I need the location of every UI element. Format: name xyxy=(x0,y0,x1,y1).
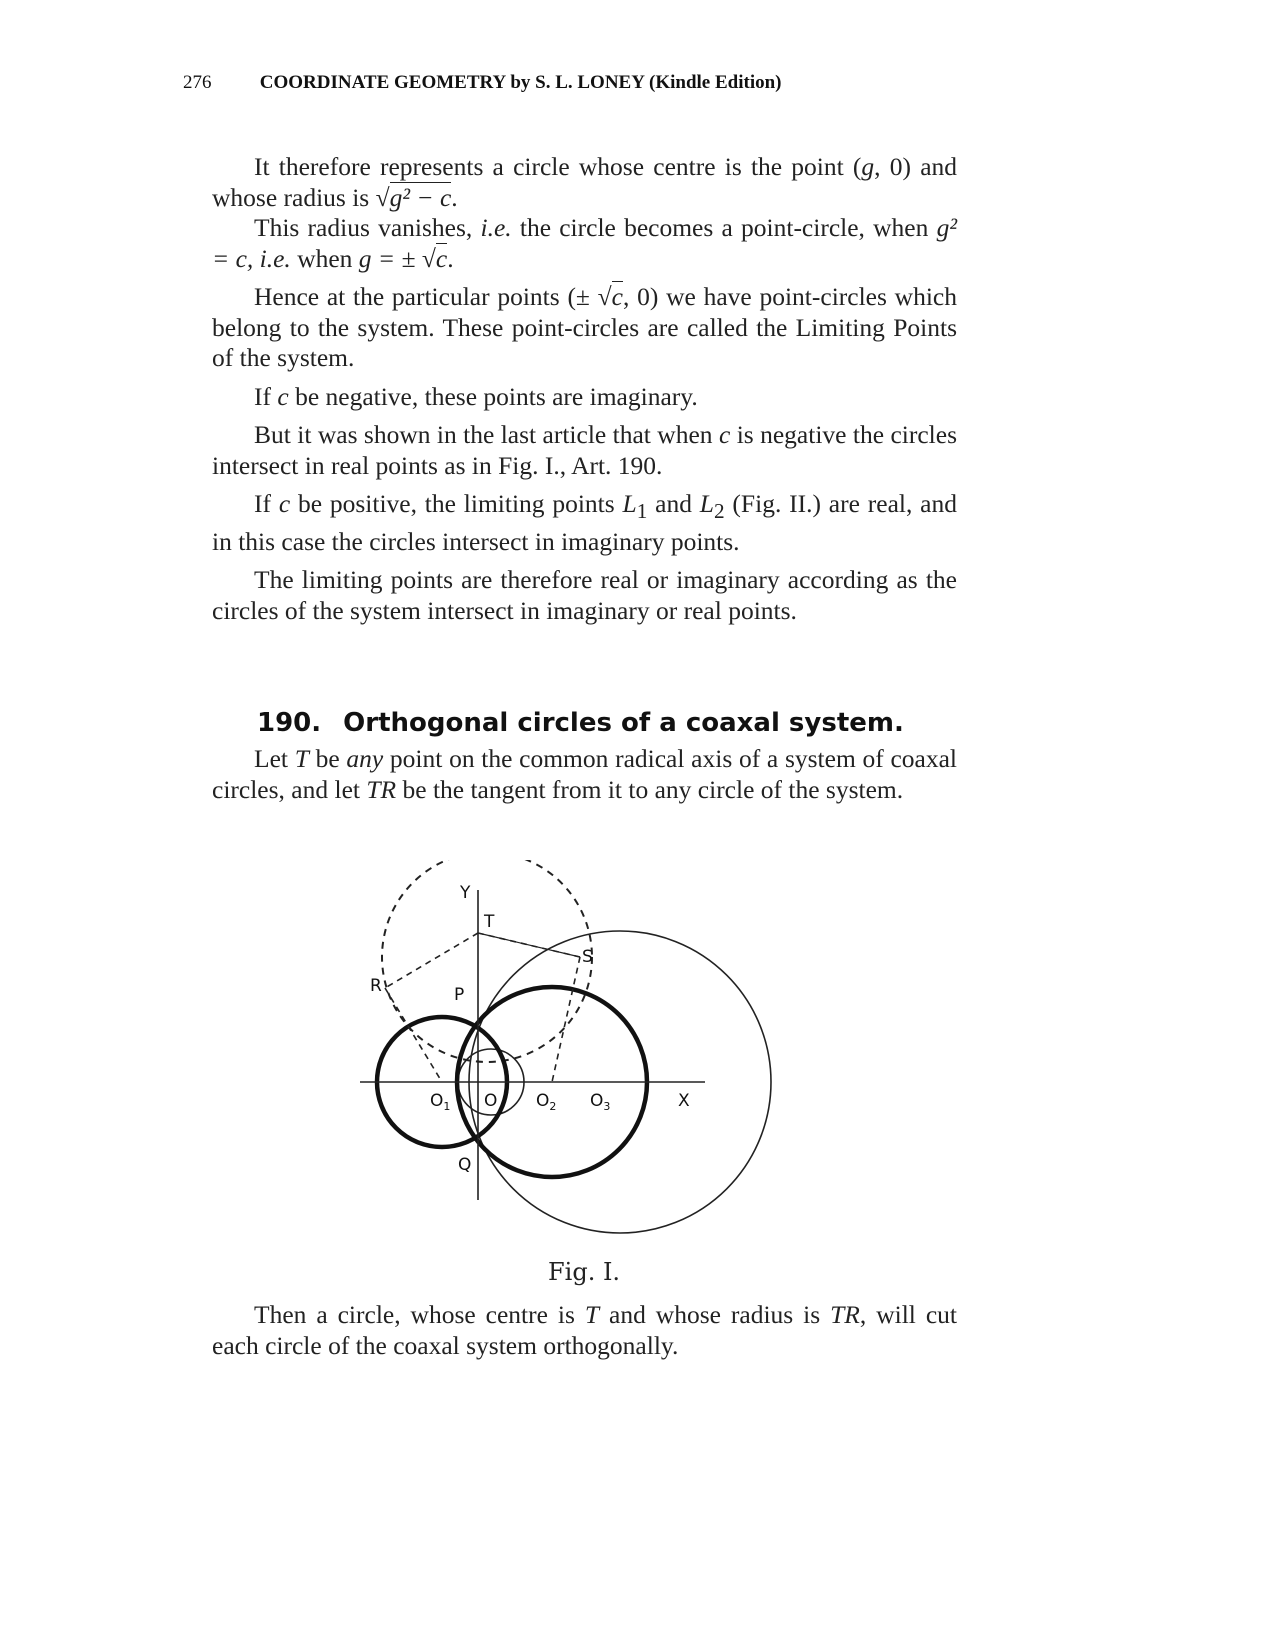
paragraph-4: If c be negative, these points are imaginary. xyxy=(254,381,698,411)
page-number: 276 xyxy=(183,72,212,93)
label-o2: $O_2$ xyxy=(536,1091,557,1113)
segment-ts xyxy=(478,933,580,957)
tangent-tr xyxy=(385,933,478,988)
figure-caption: Fig. I. xyxy=(548,1258,621,1286)
paragraph-1: It therefore represents a circle whose centre is the point (g, 0) and whose radius is √g² − c. xyxy=(212,152,958,212)
paragraph-3: Hence at the particular points (± √c, 0) we have point-circles which belong to the system. These point-circles are called the Limiting Points of the system. xyxy=(212,282,957,372)
body-text-bottom xyxy=(212,1300,957,1361)
radius-o2s xyxy=(552,957,580,1082)
label-p: P xyxy=(454,985,465,1005)
section-heading xyxy=(257,708,904,738)
label-q: Q xyxy=(458,1155,472,1175)
label-y: Y xyxy=(460,883,471,903)
paragraph-6: If c be positive, the limiting points $L_1$ and $L_2$ (Fig. II.) are real, and in this case the circles intersect in imaginary points. xyxy=(212,489,957,556)
paragraph-2: This radius vanishes, i.e. the circle becomes a point-circle, when g² = c, i.e. when g = ± √c. xyxy=(212,213,957,273)
label-o1: $O_1$ xyxy=(430,1091,451,1113)
label-t: T xyxy=(484,912,495,932)
paragraph-8: Let T be any point on the common radical axis of a system of coaxal circles, and let TR be the tangent from it to any circle of the system. xyxy=(212,744,957,804)
body-text-middle xyxy=(212,744,957,805)
section-title: Orthogonal circles of a coaxal system. xyxy=(343,708,904,738)
label-x: X xyxy=(678,1091,690,1111)
label-o: O xyxy=(484,1091,498,1111)
paragraph-5: But it was shown in the last article that when c is negative the circles intersect in real points as in Fig. I., Art. 190. xyxy=(212,420,958,480)
page-header xyxy=(183,72,782,94)
paragraph-7: The limiting points are therefore real or imaginary according as the circles of the system intersect in imaginary or real points. xyxy=(212,565,957,625)
body-text-top xyxy=(212,152,957,626)
label-s: S xyxy=(582,947,593,967)
radius-o1r xyxy=(385,988,442,1082)
label-o3: $O_3$ xyxy=(590,1091,611,1113)
label-r: R xyxy=(370,976,382,996)
paragraph-9: Then a circle, whose centre is T and whose radius is TR, will cut each circle of the coaxal system orthogonally. xyxy=(212,1300,957,1360)
orthogonal-circle xyxy=(382,860,592,1062)
running-title: COORDINATE GEOMETRY by S. L. LONEY (Kindle Edition) xyxy=(259,72,782,93)
section-number: 190. xyxy=(257,708,322,738)
coaxal-circles-diagram xyxy=(360,860,800,1260)
